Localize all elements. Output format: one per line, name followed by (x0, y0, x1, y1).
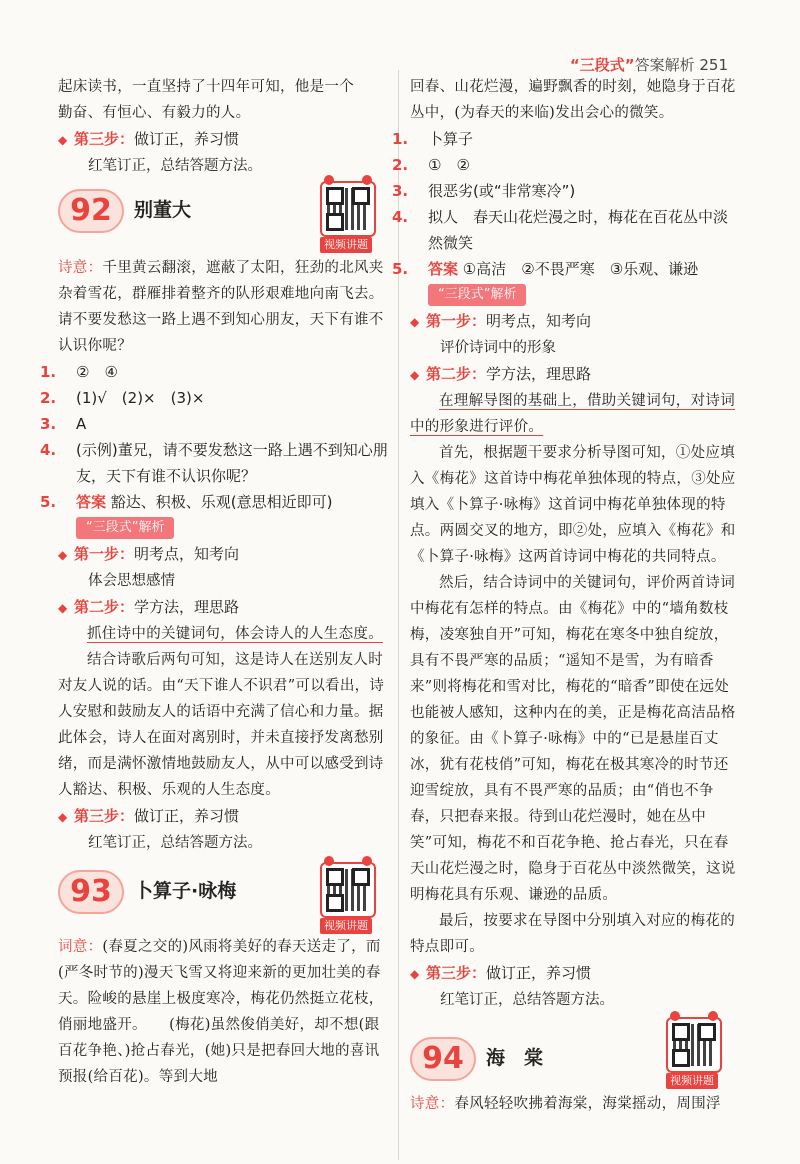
answer-number: 3. (40, 415, 57, 433)
step2 (410, 361, 740, 388)
lesson-title: 卜算子·咏梅 (134, 880, 237, 902)
qr-code-icon[interactable] (666, 1017, 722, 1073)
lesson-number: 93 (58, 870, 124, 914)
step-text: 做订正，养习惯 (486, 964, 592, 982)
step-text: 明考点，知考向 (134, 545, 240, 563)
meaning-text: 春风轻轻吹拂着海棠，海棠摇动，周围浮 (454, 1096, 721, 1112)
step-text: 做订正，养习惯 (134, 130, 240, 148)
lesson-93-answers (392, 126, 740, 282)
qr-code-icon[interactable] (320, 181, 376, 237)
answer-text: ①高洁 ②不畏严寒 ③乐观、谦逊 (462, 260, 699, 278)
arrow-icon: ◆ (58, 810, 68, 824)
answer-text: A (76, 415, 87, 433)
step-sub: 在理解导图的基础上，借助关键词句，对诗词中的形象进行评价。 (410, 393, 735, 435)
analysis-badge: “三段式”解析 (76, 517, 174, 539)
intro-text (58, 74, 388, 126)
answer-number: 2. (40, 389, 57, 407)
answer-number: 4. (392, 208, 409, 226)
qr-caption: 视频讲题 (320, 918, 372, 934)
answer-number: 2. (392, 156, 409, 174)
analysis-text: 结合诗歌后两句可知，这是诗人在送别友人时对友人说的话。由“天下谁人不识君”可以看出，诗人安慰和鼓励友人的话语中充满了信心和力量。据此体会，诗人在面对离别时，并未直接抒发离愁别绪，而是满怀激情地鼓励友人，从中可以感受到诗人豁达、积极、乐观的人生态度。 (58, 652, 385, 798)
step-label: 第二步： (426, 365, 487, 383)
meaning-text: 千里黄云翻滚，遮蔽了太阳，狂劲的北风夹杂着雪花，群雁排着整齐的队形艰难地向南飞去。请不要发愁这一路上遇不到知心朋友，天下有谁不认识你呢？ (58, 260, 384, 354)
meaning-text: (春夏之交的)风雨将美好的春天送走了，而(严冬时节的)漫天飞雪又将迎来新的更加壮美的春天。险峻的悬崖上极度寒冷，梅花仍然挺立花枝，俏丽地盛开。 (梅花)虽然俊俏美好，却不想(跟百花争艳、)抢占春光，(她)只是把春回大地的喜讯预报(给百花)。等到大地 (58, 939, 384, 1085)
analysis-badge: “三段式”解析 (428, 284, 526, 306)
step-sub: 抓住诗中的关键词句，体会诗人的人生态度。 (87, 626, 383, 642)
answer-item (40, 385, 388, 411)
meaning-label: 词意： (58, 939, 103, 955)
answer-number: 1. (392, 130, 409, 148)
qr-code-icon[interactable] (320, 862, 376, 918)
step-text: 学方法，理思路 (134, 598, 240, 616)
step3-previous (58, 126, 388, 153)
step2 (58, 594, 388, 621)
answer-item (392, 152, 740, 178)
answer-item (392, 126, 740, 152)
analysis-paragraph: 首先，根据题干要求分析导图可知，①处应填入《梅花》这首诗中梅花单独体现的特点，③处应填入《卜算子·咏梅》这首词中梅花单独体现的特点。两圆交叉的地方，即②处，应填入《梅花》和《卜算子·咏梅》这两首诗词中梅花的共同特点。 (410, 445, 736, 565)
step-label: 第三步： (74, 130, 135, 148)
step-label: 第一步： (74, 545, 135, 563)
step-label: 第一步： (426, 312, 487, 330)
answer-text: 豁达、积极、乐观(意思相近即可) (110, 493, 333, 511)
lesson-title: 海 棠 (486, 1047, 544, 1069)
answer-item (392, 204, 740, 256)
answer-item (40, 359, 388, 385)
step3 (410, 960, 740, 987)
step-label: 第二步： (74, 598, 135, 616)
analysis-paragraph: 最后，按要求在导图中分别填入对应的梅花的特点即可。 (410, 913, 735, 955)
step-sub: 红笔订正，总结答题方法。 (88, 158, 262, 174)
left-column (40, 74, 388, 1090)
lesson-94-header (410, 1035, 740, 1087)
answer-text: 卜算子 (428, 130, 474, 148)
qr-caption: 视频讲题 (320, 237, 372, 253)
lesson-number: 94 (410, 1037, 476, 1081)
answer-text: 很恶劣(或“非常寒冷”) (428, 182, 576, 200)
lesson-number: 92 (58, 189, 124, 233)
answer-text: 拟人 春天山花烂漫之时，梅花在百花丛中淡然微笑 (428, 208, 729, 252)
lesson-93-header (58, 868, 388, 932)
answer-text: ② ④ (76, 363, 118, 381)
arrow-icon: ◆ (410, 368, 420, 382)
step-sub: 红笔订正，总结答题方法。 (440, 992, 614, 1008)
step-label: 第三步： (426, 964, 487, 982)
lesson-93-meaning (58, 934, 388, 1090)
right-column (392, 74, 740, 1117)
answer-text: (示例)董兄，请不要发愁这一路上遇不到知心朋友，天下有谁不认识你呢？ (76, 441, 388, 485)
answer-text: ① ② (428, 156, 470, 174)
step-sub: 红笔订正，总结答题方法。 (88, 835, 262, 851)
step-sub: 评价诗词中的形象 (440, 340, 556, 356)
step-sub: 体会思想感情 (88, 573, 175, 589)
page-header (570, 54, 728, 75)
arrow-icon: ◆ (58, 548, 68, 562)
meaning-label: 诗意： (410, 1096, 455, 1112)
lesson-92-header (58, 187, 388, 251)
header-title: 答案解析 (634, 56, 695, 74)
lesson-title: 别董大 (134, 199, 192, 221)
answer-number: 5. (40, 493, 57, 511)
step1 (58, 541, 388, 568)
analysis-paragraph: 然后，结合诗词中的关键词句，评价两首诗词中梅花有怎样的特点。由《梅花》中的“墙角数枝梅，凌寒独自开”可知，梅花在寒冬中独自绽放，具有不畏严寒的品质；“遥知不是雪，为有暗香来”则将梅花和雪对比，梅花的“暗香”即使在远处也能被人感知，这种内在的美，正是梅花高洁品格的象征。由《卜算子·咏梅》中的“已是悬崖百丈冰，犹有花枝俏”可知，梅花在极其寒冷的时节还迎雪绽放，具有不畏严寒的品质；由“俏也不争春，只把春来报。待到山花烂漫时，她在丛中笑”可知，梅花不和百花争艳、抢占春光，只在春天山花烂漫之时，隐身于百花丛中淡然微笑，这说明梅花具有乐观、谦逊的品质。 (410, 575, 736, 903)
lesson-94-meaning (410, 1091, 740, 1117)
arrow-icon: ◆ (410, 315, 420, 329)
answer-number: 1. (40, 363, 57, 381)
page-number: 251 (699, 56, 728, 74)
step-label: 第三步： (74, 807, 135, 825)
header-highlight: “三段式” (569, 56, 635, 74)
answer-label: 答案 (76, 493, 107, 511)
lesson-92-answers (40, 359, 388, 515)
answer-text: (1)√ (2)× (3)× (76, 389, 205, 407)
column-divider (398, 70, 399, 1160)
answer-item (392, 256, 740, 282)
answer-item (40, 411, 388, 437)
answer-number: 4. (40, 441, 57, 459)
arrow-icon: ◆ (58, 133, 68, 147)
continuation-text: 回春、山花烂漫，遍野飘香的时刻，她隐身于百花丛中，(为春天的来临)发出会心的微笑。 (410, 79, 736, 121)
step-text: 做订正，养习惯 (134, 807, 240, 825)
arrow-icon: ◆ (58, 601, 68, 615)
intro-line: 勤奋、有恒心、有毅力的人。 (58, 105, 251, 121)
answer-number: 5. (392, 260, 409, 278)
answer-item (40, 437, 388, 489)
qr-caption: 视频讲题 (666, 1073, 718, 1089)
meaning-label: 诗意： (58, 260, 103, 276)
answer-item (40, 489, 388, 515)
step1 (410, 308, 740, 335)
lesson-92-meaning (58, 255, 388, 359)
intro-line: 起床读书，一直坚持了十四年可知，他是一个 (58, 79, 354, 95)
answer-label: 答案 (428, 260, 459, 278)
answer-item (392, 178, 740, 204)
step3 (58, 803, 388, 830)
arrow-icon: ◆ (410, 967, 420, 981)
step-text: 明考点，知考向 (486, 312, 592, 330)
step-text: 学方法，理思路 (486, 365, 592, 383)
answer-number: 3. (392, 182, 409, 200)
